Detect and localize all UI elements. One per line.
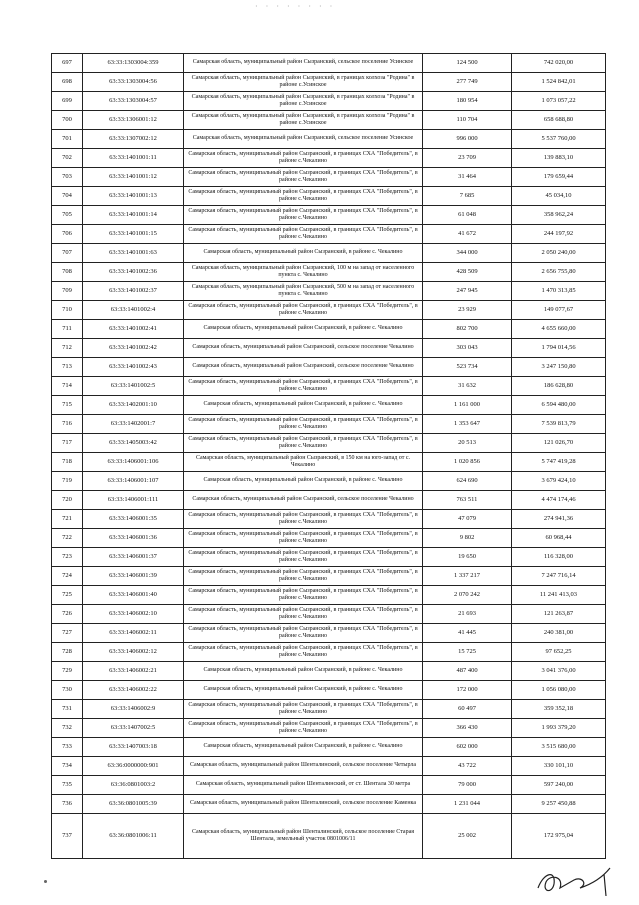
location-description: Самарская область, муниципальный район Сызранский, в границах СХА "Победитель", в районе с.Чекалино bbox=[184, 719, 423, 738]
row-number: 704 bbox=[52, 187, 83, 206]
table-row bbox=[52, 206, 606, 225]
location-description: Самарская область, муниципальный район Сызранский, в границах СХА "Победитель", в районе с.Чекалино bbox=[184, 206, 423, 225]
table-row bbox=[52, 339, 606, 358]
cadastral-value: 4 655 660,00 bbox=[512, 320, 606, 339]
cadastral-value: 3 515 680,00 bbox=[512, 738, 606, 757]
table-row bbox=[52, 187, 606, 206]
area-sqm: 60 497 bbox=[423, 700, 512, 719]
row-number: 702 bbox=[52, 149, 83, 168]
table-row bbox=[52, 377, 606, 396]
cadastral-value: 60 968,44 bbox=[512, 529, 606, 548]
cadastral-value: 97 652,25 bbox=[512, 643, 606, 662]
row-number: 706 bbox=[52, 225, 83, 244]
cadastral-number: 63:33:1402001:7 bbox=[83, 415, 184, 434]
row-number: 722 bbox=[52, 529, 83, 548]
row-number: 737 bbox=[52, 814, 83, 859]
cadastral-value: 1 470 313,85 bbox=[512, 282, 606, 301]
row-number: 726 bbox=[52, 605, 83, 624]
area-sqm: 43 722 bbox=[423, 757, 512, 776]
cadastral-value: 274 941,36 bbox=[512, 510, 606, 529]
cadastral-value: 2 656 755,80 bbox=[512, 263, 606, 282]
area-sqm: 41 445 bbox=[423, 624, 512, 643]
cadastral-value: 3 679 424,10 bbox=[512, 472, 606, 491]
cadastral-number: 63:33:1406001:106 bbox=[83, 453, 184, 472]
area-sqm: 487 400 bbox=[423, 662, 512, 681]
cadastral-number: 63:33:1406001:111 bbox=[83, 491, 184, 510]
location-description: Самарская область, муниципальный район Сызранский, сельское поселение Усинское bbox=[184, 54, 423, 73]
cadastral-value: 1 794 014,56 bbox=[512, 339, 606, 358]
area-sqm: 41 672 bbox=[423, 225, 512, 244]
table-row bbox=[52, 738, 606, 757]
location-description: Самарская область, муниципальный район Шенталинский, от ст. Шентала 30 метра bbox=[184, 776, 423, 795]
row-number: 728 bbox=[52, 643, 83, 662]
row-number: 730 bbox=[52, 681, 83, 700]
area-sqm: 303 043 bbox=[423, 339, 512, 358]
table-row bbox=[52, 643, 606, 662]
location-description: Самарская область, муниципальный район Сызранский, в границах СХА "Победитель", в районе с.Чекалино bbox=[184, 434, 423, 453]
area-sqm: 277 749 bbox=[423, 73, 512, 92]
cadastral-value: 359 352,18 bbox=[512, 700, 606, 719]
area-sqm: 344 000 bbox=[423, 244, 512, 263]
cadastral-value: 330 101,10 bbox=[512, 757, 606, 776]
table-row bbox=[52, 719, 606, 738]
cadastral-value: 179 659,44 bbox=[512, 168, 606, 187]
cadastral-value: 139 883,10 bbox=[512, 149, 606, 168]
row-number: 716 bbox=[52, 415, 83, 434]
area-sqm: 1 231 044 bbox=[423, 795, 512, 814]
table-row bbox=[52, 434, 606, 453]
row-number: 711 bbox=[52, 320, 83, 339]
cadastral-number: 63:33:1401002:4 bbox=[83, 301, 184, 320]
row-number: 727 bbox=[52, 624, 83, 643]
table-body bbox=[52, 54, 606, 859]
table-row bbox=[52, 54, 606, 73]
row-number: 725 bbox=[52, 586, 83, 605]
cadastral-value: 121 026,70 bbox=[512, 434, 606, 453]
location-description: Самарская область, муниципальный район Сызранский, в границах СХА "Победитель", в районе с.Чекалино bbox=[184, 548, 423, 567]
area-sqm: 428 509 bbox=[423, 263, 512, 282]
location-description: Самарская область, муниципальный район Сызранский, в районе с. Чекалино bbox=[184, 244, 423, 263]
location-description: Самарская область, муниципальный район Сызранский, сельское поселение Усинское bbox=[184, 130, 423, 149]
table-row bbox=[52, 358, 606, 377]
table-row bbox=[52, 700, 606, 719]
row-number: 715 bbox=[52, 396, 83, 415]
area-sqm: 25 002 bbox=[423, 814, 512, 859]
cadastral-value: 11 241 413,03 bbox=[512, 586, 606, 605]
row-number: 732 bbox=[52, 719, 83, 738]
location-description: Самарская область, муниципальный район Сызранский, в границах СХА "Победитель", в районе с.Чекалино bbox=[184, 187, 423, 206]
area-sqm: 61 048 bbox=[423, 206, 512, 225]
cadastral-number: 63:33:1406001:107 bbox=[83, 472, 184, 491]
cadastral-value: 3 247 150,80 bbox=[512, 358, 606, 377]
area-sqm: 124 500 bbox=[423, 54, 512, 73]
cadastral-value: 1 524 842,01 bbox=[512, 73, 606, 92]
cadastral-number: 63:33:1401001:11 bbox=[83, 149, 184, 168]
area-sqm: 602 000 bbox=[423, 738, 512, 757]
location-description: Самарская область, муниципальный район Сызранский, в районе с. Чекалино bbox=[184, 472, 423, 491]
row-number: 699 bbox=[52, 92, 83, 111]
row-number: 734 bbox=[52, 757, 83, 776]
cadastral-value: 45 034,10 bbox=[512, 187, 606, 206]
cadastral-number: 63:33:1406002:12 bbox=[83, 643, 184, 662]
location-description: Самарская область, муниципальный район Сызранский, в районе с. Чекалино bbox=[184, 320, 423, 339]
table-row bbox=[52, 757, 606, 776]
cadastral-number: 63:36:0801006:11 bbox=[83, 814, 184, 859]
location-description: Самарская область, муниципальный район Сызранский, в районе с. Чекалино bbox=[184, 662, 423, 681]
cadastral-number: 63:33:1401001:14 bbox=[83, 206, 184, 225]
area-sqm: 110 704 bbox=[423, 111, 512, 130]
table-row bbox=[52, 320, 606, 339]
location-description: Самарская область, муниципальный район Сызранский, в границах СХА "Победитель", в районе с.Чекалино bbox=[184, 529, 423, 548]
row-number: 703 bbox=[52, 168, 83, 187]
area-sqm: 1 353 647 bbox=[423, 415, 512, 434]
row-number: 707 bbox=[52, 244, 83, 263]
location-description: Самарская область, муниципальный район Сызранский, сельское поселение Чекалино bbox=[184, 339, 423, 358]
cadastral-value: 5 537 760,00 bbox=[512, 130, 606, 149]
cadastral-value: 186 628,80 bbox=[512, 377, 606, 396]
table-row bbox=[52, 814, 606, 859]
row-number: 735 bbox=[52, 776, 83, 795]
row-number: 714 bbox=[52, 377, 83, 396]
area-sqm: 23 929 bbox=[423, 301, 512, 320]
cadastral-value: 658 688,80 bbox=[512, 111, 606, 130]
cadastral-number: 63:33:1406001:35 bbox=[83, 510, 184, 529]
location-description: Самарская область, муниципальный район Сызранский, в границах колхоза "Родина" в районе с.Усинское bbox=[184, 111, 423, 130]
location-description: Самарская область, муниципальный район Сызранский, в районе с. Чекалино bbox=[184, 738, 423, 757]
cadastral-number: 63:33:1401002:37 bbox=[83, 282, 184, 301]
table-row bbox=[52, 149, 606, 168]
handwritten-signature bbox=[530, 862, 620, 902]
table-row bbox=[52, 130, 606, 149]
location-description: Самарская область, муниципальный район Сызранский, в границах СХА "Победитель", в районе с.Чекалино bbox=[184, 510, 423, 529]
table-row bbox=[52, 244, 606, 263]
table-row bbox=[52, 225, 606, 244]
cadastral-value: 7 247 716,14 bbox=[512, 567, 606, 586]
table-row bbox=[52, 662, 606, 681]
location-description: Самарская область, муниципальный район Шенталинский, сельское поселение Старая Шентала, земельный участок 0801006/11 bbox=[184, 814, 423, 859]
cadastral-number: 63:36:0000000:901 bbox=[83, 757, 184, 776]
cadastral-value: 1 073 057,22 bbox=[512, 92, 606, 111]
table-row bbox=[52, 605, 606, 624]
cadastral-value: 121 263,87 bbox=[512, 605, 606, 624]
location-description: Самарская область, муниципальный район Сызранский, в районе с. Чекалино bbox=[184, 681, 423, 700]
cadastral-number: 63:33:1406001:37 bbox=[83, 548, 184, 567]
cadastral-number: 63:33:1406001:40 bbox=[83, 586, 184, 605]
row-number: 717 bbox=[52, 434, 83, 453]
cadastral-number: 63:36:0801005:39 bbox=[83, 795, 184, 814]
area-sqm: 172 000 bbox=[423, 681, 512, 700]
row-number: 721 bbox=[52, 510, 83, 529]
table-row bbox=[52, 168, 606, 187]
cadastral-value: 149 077,67 bbox=[512, 301, 606, 320]
cadastral-number: 63:33:1401002:5 bbox=[83, 377, 184, 396]
location-description: Самарская область, муниципальный район Шенталинский, сельское поселение Четырла bbox=[184, 757, 423, 776]
area-sqm: 996 000 bbox=[423, 130, 512, 149]
location-description: Самарская область, муниципальный район Сызранский, в границах СХА "Победитель", в районе с.Чекалино bbox=[184, 301, 423, 320]
cadastral-number: 63:33:1303004:359 bbox=[83, 54, 184, 73]
cadastral-value: 7 539 813,79 bbox=[512, 415, 606, 434]
cadastral-number: 63:33:1402001:10 bbox=[83, 396, 184, 415]
table-row bbox=[52, 624, 606, 643]
table-row bbox=[52, 453, 606, 472]
cadastral-number: 63:33:1407003:18 bbox=[83, 738, 184, 757]
row-number: 709 bbox=[52, 282, 83, 301]
cadastral-value: 240 381,00 bbox=[512, 624, 606, 643]
area-sqm: 23 709 bbox=[423, 149, 512, 168]
area-sqm: 1 337 217 bbox=[423, 567, 512, 586]
row-number: 705 bbox=[52, 206, 83, 225]
cadastral-number: 63:33:1406002:11 bbox=[83, 624, 184, 643]
table-row bbox=[52, 92, 606, 111]
cadastral-value: 3 041 376,00 bbox=[512, 662, 606, 681]
cadastral-number: 63:33:1406002:21 bbox=[83, 662, 184, 681]
table-row bbox=[52, 586, 606, 605]
location-description: Самарская область, муниципальный район Сызранский, в границах колхоза "Родина" в районе с.Усинское bbox=[184, 92, 423, 111]
row-number: 724 bbox=[52, 567, 83, 586]
location-description: Самарская область, муниципальный район Сызранский, в границах СХА "Победитель", в районе с.Чекалино bbox=[184, 700, 423, 719]
table-row bbox=[52, 301, 606, 320]
cadastral-value: 1 056 080,00 bbox=[512, 681, 606, 700]
table-row bbox=[52, 73, 606, 92]
row-number: 729 bbox=[52, 662, 83, 681]
table-row bbox=[52, 795, 606, 814]
area-sqm: 763 511 bbox=[423, 491, 512, 510]
cadastral-value: 742 020,00 bbox=[512, 54, 606, 73]
location-description: Самарская область, муниципальный район Сызранский, в границах СХА "Победитель", в районе с.Чекалино bbox=[184, 168, 423, 187]
table-row bbox=[52, 529, 606, 548]
location-description: Самарская область, муниципальный район Сызранский, 100 м на запад от населенного пункта с. Чекалино bbox=[184, 263, 423, 282]
area-sqm: 366 430 bbox=[423, 719, 512, 738]
area-sqm: 802 700 bbox=[423, 320, 512, 339]
table-row bbox=[52, 567, 606, 586]
cadastral-value: 9 257 450,88 bbox=[512, 795, 606, 814]
cadastral-number: 63:36:0801003:2 bbox=[83, 776, 184, 795]
area-sqm: 624 690 bbox=[423, 472, 512, 491]
area-sqm: 15 725 bbox=[423, 643, 512, 662]
cadastral-value: 5 747 419,28 bbox=[512, 453, 606, 472]
row-number: 698 bbox=[52, 73, 83, 92]
cadastral-number: 63:33:1401002:41 bbox=[83, 320, 184, 339]
area-sqm: 21 693 bbox=[423, 605, 512, 624]
row-number: 719 bbox=[52, 472, 83, 491]
cadastral-number: 63:33:1405003:42 bbox=[83, 434, 184, 453]
cadastral-value: 1 993 379,20 bbox=[512, 719, 606, 738]
area-sqm: 2 070 242 bbox=[423, 586, 512, 605]
cadastral-value: 6 594 480,00 bbox=[512, 396, 606, 415]
cadastral-value: 2 050 240,00 bbox=[512, 244, 606, 263]
cadastral-number: 63:33:1401001:13 bbox=[83, 187, 184, 206]
row-number: 701 bbox=[52, 130, 83, 149]
cadastral-number: 63:33:1303004:56 bbox=[83, 73, 184, 92]
location-description: Самарская область, муниципальный район Сызранский, в границах СХА "Победитель", в районе с.Чекалино bbox=[184, 225, 423, 244]
table-row bbox=[52, 548, 606, 567]
area-sqm: 31 632 bbox=[423, 377, 512, 396]
location-description: Самарская область, муниципальный район Сызранский, в границах колхоза "Родина" в районе с.Усинское bbox=[184, 73, 423, 92]
cadastral-number: 63:33:1307002:12 bbox=[83, 130, 184, 149]
row-number: 713 bbox=[52, 358, 83, 377]
table-row bbox=[52, 111, 606, 130]
row-number: 736 bbox=[52, 795, 83, 814]
area-sqm: 1 020 856 bbox=[423, 453, 512, 472]
location-description: Самарская область, муниципальный район Сызранский, в границах СХА "Победитель", в районе с.Чекалино bbox=[184, 586, 423, 605]
cadastral-value: 244 197,92 bbox=[512, 225, 606, 244]
cadastral-number: 63:33:1401001:12 bbox=[83, 168, 184, 187]
row-number: 708 bbox=[52, 263, 83, 282]
area-sqm: 47 079 bbox=[423, 510, 512, 529]
cadastral-number: 63:33:1306001:12 bbox=[83, 111, 184, 130]
location-description: Самарская область, муниципальный район Сызранский, в границах СХА "Победитель", в районе с.Чекалино bbox=[184, 377, 423, 396]
cadastral-number: 63:33:1401002:42 bbox=[83, 339, 184, 358]
row-number: 720 bbox=[52, 491, 83, 510]
location-description: Самарская область, муниципальный район Сызранский, в 150 км на юго-запад от с. Чекалино bbox=[184, 453, 423, 472]
table-row bbox=[52, 510, 606, 529]
location-description: Самарская область, муниципальный район Сызранский, в границах СХА "Победитель", в районе с.Чекалино bbox=[184, 624, 423, 643]
cadastral-number: 63:33:1406002:22 bbox=[83, 681, 184, 700]
row-number: 700 bbox=[52, 111, 83, 130]
row-number: 723 bbox=[52, 548, 83, 567]
table-row bbox=[52, 776, 606, 795]
cadastral-number: 63:33:1401002:43 bbox=[83, 358, 184, 377]
area-sqm: 523 734 bbox=[423, 358, 512, 377]
table-row bbox=[52, 681, 606, 700]
row-number: 733 bbox=[52, 738, 83, 757]
margin-mark bbox=[44, 880, 47, 883]
cadastral-value: 4 474 174,46 bbox=[512, 491, 606, 510]
location-description: Самарская область, муниципальный район Шенталинский, сельское поселение Каменка bbox=[184, 795, 423, 814]
table-row bbox=[52, 415, 606, 434]
row-number: 697 bbox=[52, 54, 83, 73]
cadastral-number: 63:33:1406001:39 bbox=[83, 567, 184, 586]
table-row bbox=[52, 282, 606, 301]
row-number: 710 bbox=[52, 301, 83, 320]
scan-artifact: · · · · · · · · bbox=[255, 2, 336, 11]
cadastral-number: 63:33:1406001:36 bbox=[83, 529, 184, 548]
cadastral-number: 63:33:1406002:9 bbox=[83, 700, 184, 719]
area-sqm: 1 161 000 bbox=[423, 396, 512, 415]
cadastral-number: 63:33:1401001:15 bbox=[83, 225, 184, 244]
cadastral-value: 358 962,24 bbox=[512, 206, 606, 225]
table-row bbox=[52, 491, 606, 510]
cadastral-value: 116 328,00 bbox=[512, 548, 606, 567]
table-row bbox=[52, 396, 606, 415]
location-description: Самарская область, муниципальный район Сызранский, сельское поселение Чекалино bbox=[184, 358, 423, 377]
area-sqm: 9 802 bbox=[423, 529, 512, 548]
cadastral-number: 63:33:1401002:36 bbox=[83, 263, 184, 282]
cadastral-number: 63:33:1303004:57 bbox=[83, 92, 184, 111]
cadastral-value: 172 975,04 bbox=[512, 814, 606, 859]
location-description: Самарская область, муниципальный район Сызранский, в районе с. Чекалино bbox=[184, 396, 423, 415]
row-number: 731 bbox=[52, 700, 83, 719]
cadastral-value: 597 240,00 bbox=[512, 776, 606, 795]
cadastral-number: 63:33:1406002:10 bbox=[83, 605, 184, 624]
table-row bbox=[52, 472, 606, 491]
location-description: Самарская область, муниципальный район Сызранский, в границах СХА "Победитель", в районе с.Чекалино bbox=[184, 643, 423, 662]
location-description: Самарская область, муниципальный район Сызранский, в границах СХА "Победитель", в районе с.Чекалино bbox=[184, 605, 423, 624]
area-sqm: 19 650 bbox=[423, 548, 512, 567]
area-sqm: 31 464 bbox=[423, 168, 512, 187]
area-sqm: 20 513 bbox=[423, 434, 512, 453]
location-description: Самарская область, муниципальный район Сызранский, в границах СХА "Победитель", в районе с.Чекалино bbox=[184, 149, 423, 168]
area-sqm: 79 000 bbox=[423, 776, 512, 795]
row-number: 712 bbox=[52, 339, 83, 358]
table-row bbox=[52, 263, 606, 282]
location-description: Самарская область, муниципальный район Сызранский, в границах СХА "Победитель", в районе с.Чекалино bbox=[184, 567, 423, 586]
area-sqm: 180 954 bbox=[423, 92, 512, 111]
location-description: Самарская область, муниципальный район Сызранский, в границах СХА "Победитель", в районе с.Чекалино bbox=[184, 415, 423, 434]
land-plot-table bbox=[51, 53, 606, 859]
cadastral-number: 63:33:1407002:5 bbox=[83, 719, 184, 738]
row-number: 718 bbox=[52, 453, 83, 472]
cadastral-number: 63:33:1401001:63 bbox=[83, 244, 184, 263]
location-description: Самарская область, муниципальный район Сызранский, сельское поселение Чекалино bbox=[184, 491, 423, 510]
area-sqm: 247 945 bbox=[423, 282, 512, 301]
location-description: Самарская область, муниципальный район Сызранский, 500 м на запад от населенного пункта с. Чекалино bbox=[184, 282, 423, 301]
area-sqm: 7 685 bbox=[423, 187, 512, 206]
